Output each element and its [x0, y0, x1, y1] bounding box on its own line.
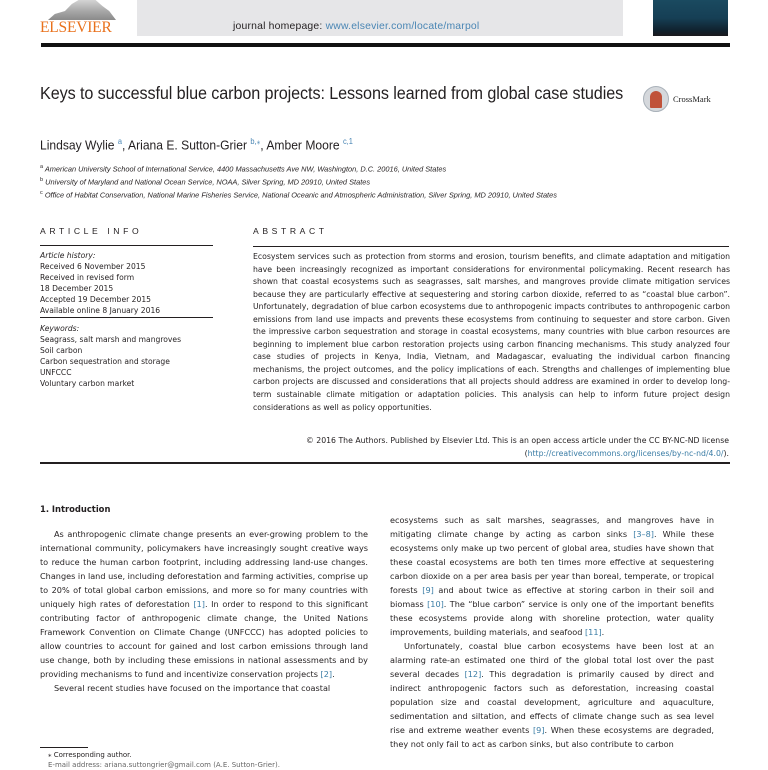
affiliations: [40, 162, 557, 200]
crossmark-label: CrossMark: [673, 94, 711, 104]
author-name[interactable]: Lindsay Wylie: [40, 137, 115, 153]
abstract-paragraph: Ecosystem services such as protection from storms and erosion, tourism benefits, and climate adaptation and mitigation have been increasingly recognized as important considerations for environmental policymaking. Recent research has shown that coastal ecosystems such as seagrasses, salt marshes, and mangroves provide climate mitigation services because they are particularly effective at sequestering and storing carbon dioxide, referred to as “coastal blue carbon”. Unfortunately, degradation of blue carbon ecosystems due to anthropogenic impacts contributes to anthropogenic carbon emissions from land use impacts and prevents these ecosystems from continuing to sequester and store carbon. Given the impressive carbon sequestration and storage in coastal ecosystems, many countries with blue carbon resources are beginning to implement blue carbon restoration projects using carbon financing mechanisms. This study analyzed four case studies of projects in Kenya, India, Vietnam, and Madagascar, evaluating the individual carbon financing mechanisms, the project outcomes, and the policy implications of each. Strengths and challenges of implementing blue carbon projects are discussed and considerations that all projects should address are examined in order to develop long-term sustainable climate mitigation or adaptation policies. This analysis can help to inform future project design considerations as well as policy opportunities.: [253, 252, 730, 412]
article-history: [40, 251, 160, 316]
citation-link[interactable]: [1]: [193, 599, 205, 609]
homepage-label: journal homepage:: [233, 21, 323, 32]
citation-link[interactable]: [9]: [533, 725, 545, 735]
article-info-heading: ARTICLE INFO: [40, 226, 143, 236]
divider: [40, 317, 213, 318]
keywords-label: Keywords:: [40, 324, 80, 333]
history-item: 18 December 2015: [40, 283, 114, 293]
article-title: Keys to successful blue carbon projects: Lessons learned from global case studies: [40, 83, 624, 103]
author-name[interactable]: Ariana E. Sutton-Grier: [128, 137, 247, 153]
crossmark-icon: [643, 86, 669, 112]
header-divider: [41, 43, 730, 47]
homepage-link[interactable]: www.elsevier.com/locate/marpol: [325, 21, 480, 32]
citation-link[interactable]: [10]: [427, 599, 444, 609]
corresponding-author-note: ⁎ Corresponding author.: [48, 751, 132, 759]
elsevier-logo-text: ELSEVIER: [40, 18, 112, 37]
citation-link[interactable]: [2]: [320, 669, 333, 679]
affiliation: $^b$ University of Maryland and National Ocean Service, NOAA, Silver Spring, MD 20910, United States: [40, 176, 371, 187]
body-column-left: [40, 527, 368, 695]
citation-link[interactable]: [12]: [464, 669, 482, 679]
email-note[interactable]: E-mail address: ariana.suttongrier@gmail.com (A.E. Sutton-Grier).: [48, 761, 280, 769]
elsevier-logo[interactable]: [40, 0, 120, 36]
affiliation: $^a$ American University School of International Service, 4400 Massachusetts Ave NW, Washington, D.C. 20016, United States: [40, 164, 447, 174]
body-paragraph: Several recent studies have focused on the importance that coastal: [54, 683, 331, 693]
body-paragraph: ecosystems such as salt marshes, seagrasses, and mangroves have in mitigating climate change by acting as carbon sinks [3–8]. While these ecosystems only make up two percent of global area, studies have shown that these coastal ecosystems are both ten times more effective at sequestering carbon dioxide on a per area basis per year than boreal, temperate, or tropical forests [9] and about twice as effective at storing carbon in their soil and biomass [10]. The “blue carbon” service is only one of the important benefits these ecosystems provide along with shoreline protection, water quality improvements, building materials, and seafood [11].: [390, 515, 714, 637]
footnote-divider: [40, 747, 88, 748]
divider: [40, 245, 213, 246]
keyword: UNFCCC: [40, 368, 72, 378]
citation-link[interactable]: [9]: [422, 585, 434, 595]
keyword: Soil carbon: [40, 346, 83, 356]
citation-link[interactable]: [3–8]: [633, 529, 654, 539]
elsevier-tree-icon: [48, 0, 116, 20]
author-list: Lindsay Wylie $^a$, Ariana E. Sutton-Grier $^{b,⁎}$, Amber Moore $^{c,1}$: [40, 137, 353, 153]
copyright-notice: © 2016 The Authors. Published by Elsevier Ltd. This is an open access article under the CC BY-NC-ND license (http://creativecommons.org/licenses/by-nc-nd/4.0/).: [306, 436, 729, 458]
history-item: Received in revised form: [40, 272, 135, 282]
author-name[interactable]: Amber Moore: [266, 137, 340, 153]
footnote: [48, 750, 280, 770]
affiliation: $^c$ Office of Habitat Conservation, National Marine Fisheries Service, National Oceanic and Atmospheric Administration, Silver Spring, MD 20910, United States: [40, 189, 557, 199]
history-label: Article history:: [40, 251, 96, 260]
body-paragraph: Unfortunately, coastal blue carbon ecosystems have been lost at an alarming rate-an estimated one third of the global total lost over the past several decades [12]. This degradation is primarily caused by direct and indirect anthropogenic factors such as deforestation, increasing coastal population size and coastal development, agriculture and aquaculture, sedimentation and siltation, and effects of climate change such as sea level rise and extreme weather events [9]. When these ecosystems are degraded, they not only fail to act as carbon sinks, but also contribute to carbon: [390, 641, 714, 749]
keywords: [40, 323, 181, 390]
section-heading: 1. Introduction: [40, 504, 111, 514]
keyword: Voluntary carbon market: [40, 379, 135, 389]
journal-homepage: [233, 21, 479, 32]
license-link[interactable]: http://creativecommons.org/licenses/by-nc-nd/4.0/: [527, 448, 724, 458]
body-column-right: [390, 513, 714, 751]
journal-cover-image[interactable]: [653, 0, 728, 36]
journal-banner: [137, 0, 623, 36]
divider: [40, 462, 730, 464]
history-item: Available online 8 January 2016: [40, 305, 161, 315]
author-affiliation-link[interactable]: a: [117, 137, 122, 146]
body-paragraph: As anthropogenic climate change presents an ever-growing problem to the international community, policymakers have increasingly sought creative ways to reduce the human carbon footprint, including addressing land-use changes. Changes in land use, including deforestation and farming activities, comprise up to 20% of total global carbon emissions, and more so for many countries with uniquely high rates of deforestation [1]. In order to respond to this significant contributing factor of anthropogenic climate change, the United Nations Framework Convention on Climate Change (UNFCCC) has adopted policies to allow countries to account for gained and lost carbon emissions through land use change, both by including these emissions in national assessments and by providing mechanisms to fund and incentivize conservation projects [2].: [40, 529, 369, 679]
abstract-heading: ABSTRACT: [253, 226, 328, 236]
history-item: Received 6 November 2015: [40, 261, 146, 271]
citation-link[interactable]: [11]: [584, 627, 602, 637]
keyword: Carbon sequestration and storage: [40, 357, 170, 367]
author-affiliation-link[interactable]: b,⁎: [250, 137, 261, 146]
author-affiliation-link[interactable]: c,1: [342, 137, 353, 146]
history-item: Accepted 19 December 2015: [40, 294, 151, 304]
keyword: Seagrass, salt marsh and mangroves: [40, 335, 182, 345]
divider: [253, 246, 729, 247]
crossmark-button[interactable]: [643, 86, 711, 112]
abstract-text: [253, 251, 730, 414]
